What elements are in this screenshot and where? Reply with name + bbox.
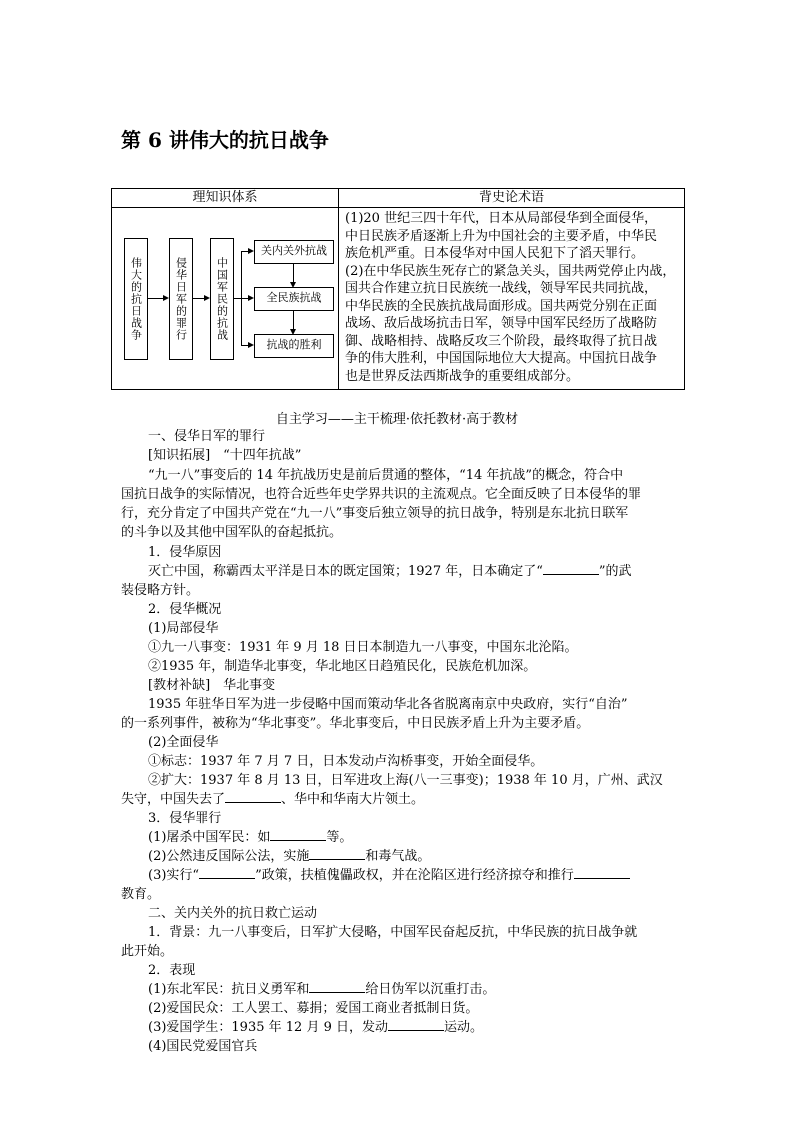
terms-line: 中华民族的全民族抗战局面形成。国共两党分别在正面 <box>345 298 658 314</box>
paragraph-line: 失守，中国失去了 、华中和华南大片领土。 <box>121 792 425 807</box>
paragraph-line: (4)国民党爱国官兵 <box>148 1039 258 1054</box>
terms-line: (1)20 世纪三四十年代，日本从局部侵华到全面侵华， <box>345 211 658 226</box>
paragraph-line: 的斗争以及其他中国军队的奋起抵抗。 <box>121 525 343 540</box>
knowledge-diagram <box>112 208 336 389</box>
diagram-box-main: 伟大的抗日战争 <box>124 238 148 360</box>
paragraph-line: (3)实行“ ”政策，扶植傀儡政权，并在沦陷区进行经济掠夺和推行 <box>148 864 630 883</box>
paragraph-line: ②1935 年，制造华北事变，华北地区日趋殖民化，民族危机加深。 <box>148 659 537 674</box>
terms-line: 国共合作建立抗日民族统一战线，领导军民共同抗战， <box>345 281 658 296</box>
sub-heading: 2．侵华概况 <box>148 602 222 617</box>
paragraph-line: 灭亡中国，称霸西太平洋是日本的既定国策；1927 年，日本确定了“ ”的武 <box>148 564 632 579</box>
ext-tag-2: [教材补缺] 华北事变 <box>148 678 276 693</box>
diagram-box-crimes: 侵华日军的罪行 <box>169 238 193 360</box>
fill-blank[interactable] <box>309 980 365 993</box>
terms-line: 争的伟大胜利，中国国际地位大大提高。中国抗日战争 <box>345 351 658 366</box>
diagram-cell <box>112 208 339 390</box>
terms-cell <box>339 208 685 390</box>
paragraph-line: 国抗日战争的实际情况，也符合近些年史学界共识的主流观点。它全面反映了日本侵华的罪 <box>121 487 642 502</box>
terms-body <box>339 208 684 385</box>
fill-blank[interactable] <box>225 790 281 803</box>
terms-line: 御、战略相持、战略反攻三个阶段，最终取得了抗日战 <box>345 333 658 349</box>
section-title: 自主学习——主干梳理·依托教材·高于教材 <box>275 412 519 427</box>
paragraph-line: (1)屠杀中国军民：如 等。 <box>148 830 353 845</box>
heading-1: 一、侵华日军的罪行 <box>148 429 266 444</box>
paragraph-line: 1935 年驻华日军为进一步侵略中国而策动华北各省脱离南京中央政府，实行“自治” <box>148 697 628 712</box>
terms-line: 族危机严重。日本侵华对中国人民犯下了滔天罪行。 <box>345 246 645 261</box>
diagram-branch-3: 抗战的胜利 <box>254 334 334 358</box>
paragraph-line: “九一八”事变后的 14 年抗战历史是前后贯通的整体，“14 年抗战”的概念，符合中 <box>148 468 624 483</box>
paragraph-line: (2)公然违反国际公法，实施 和毒气战。 <box>148 849 431 864</box>
fill-blank[interactable] <box>270 828 326 841</box>
terms-line: 中日民族矛盾逐渐上升为中国社会的主要矛盾，中华民 <box>345 228 658 244</box>
paragraph-line: (3)爱国学生：1935 年 12 月 9 日，发动 运动。 <box>148 1020 483 1035</box>
diagram-branch-1: 关内关外抗战 <box>254 240 334 264</box>
paragraph-line: ①九一八事变：1931 年 9 月 18 日日本制造九一八事变，中国东北沦陷。 <box>148 640 578 655</box>
table-right-header: 背史论术语 <box>339 189 685 208</box>
paragraph-line: ②扩大：1937 年 8 月 13 日，日军进攻上海(八一三事变)；1938 年 10 月，广州、武汉 <box>148 773 663 788</box>
paragraph-line: (1)局部侵华 <box>148 621 219 636</box>
fill-blank[interactable] <box>388 1018 444 1031</box>
knowledge-table <box>111 188 685 390</box>
sub-heading: 2．表现 <box>148 963 196 978</box>
paragraph-line: (1)东北军民：抗日义勇军和 给日伪军以沉重打击。 <box>148 982 496 997</box>
diagram-box-resistance: 中国军民的抗战 <box>210 238 234 360</box>
paragraph-line: (2)全面侵华 <box>148 735 219 750</box>
fill-blank[interactable] <box>543 562 599 575</box>
table-left-header: 理知识体系 <box>112 189 339 208</box>
terms-line: 战场、敌后战场抗击日军，领导中国军民经历了战略防 <box>345 316 658 331</box>
paragraph-line: 教育。 <box>121 887 161 902</box>
sub-heading: 1．侵华原因 <box>148 545 222 560</box>
paragraph-line: 此开始。 <box>121 944 174 959</box>
paragraph-line: 装侵略方针。 <box>121 583 200 598</box>
sub-heading: 3．侵华罪行 <box>148 811 222 826</box>
paragraph-line: 1．背景：九一八事变后，日军扩大侵略，中国军民奋起反抗，中华民族的抗日战争就 <box>148 925 638 940</box>
heading-2: 二、关内关外的抗日救亡运动 <box>148 906 318 921</box>
diagram-branch-2: 全民族抗战 <box>254 287 334 311</box>
terms-line: 也是世界反法西斯战争的重要组成部分。 <box>345 368 580 384</box>
fill-blank[interactable] <box>199 866 255 879</box>
terms-line: (2)在中华民族生死存亡的紧急关头，国共两党停止内战， <box>345 263 676 279</box>
paragraph-line: 的一系列事件，被称为“华北事变”。华北事变后，中日民族矛盾上升为主要矛盾。 <box>121 716 590 731</box>
ext-tag-1: [知识拓展] “十四年抗战” <box>148 448 302 463</box>
paragraph-line: ①标志：1937 年 7 月 7 日，日本发动卢沟桥事变，开始全面侵华。 <box>148 754 544 769</box>
paragraph-line: (2)爱国民众：工人罢工、募捐；爱国工商业者抵制日货。 <box>148 1001 479 1016</box>
fill-blank[interactable] <box>574 866 630 879</box>
paragraph-line: 行，充分肯定了中国共产党在“九一八”事变后独立领导的抗日战争，特别是东北抗日联军 <box>121 506 629 521</box>
page-title: 第 6 讲伟大的抗日战争 <box>121 128 329 152</box>
fill-blank[interactable] <box>309 847 365 860</box>
